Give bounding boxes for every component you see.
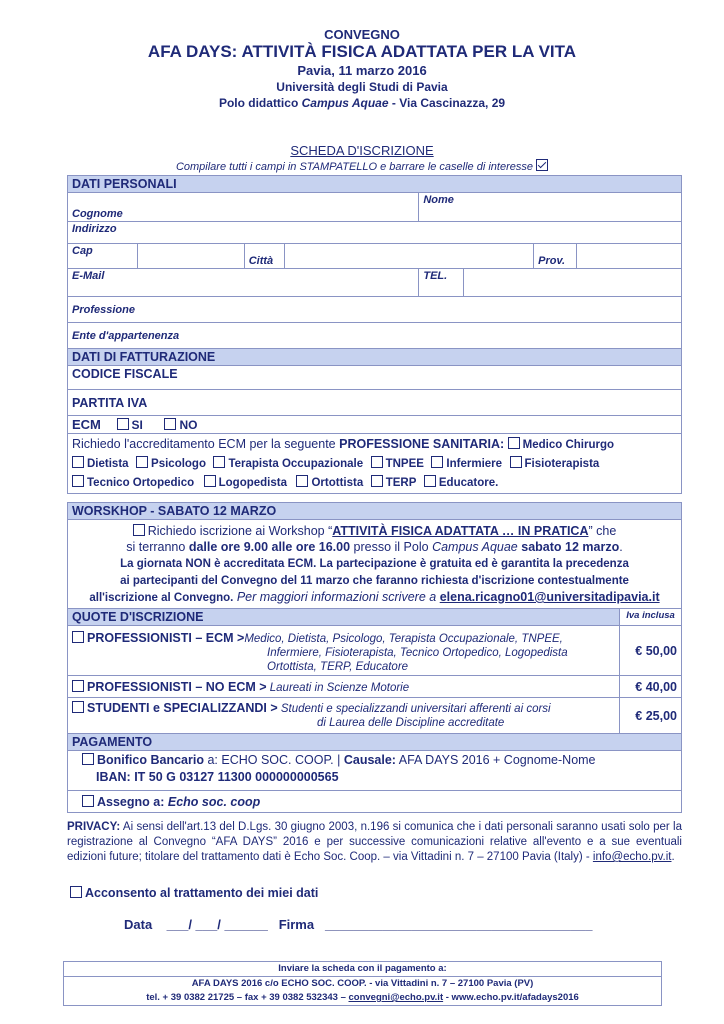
workshop-line2-a: si terranno [126, 540, 186, 554]
data-field[interactable]: Data ___/ ___/ ______ [124, 917, 268, 932]
instruction-text: Compilare tutti i campi in STAMPATELLO e barrare le caselle di interesse [175, 161, 533, 173]
quote-ecm-desc-2: Infermiere, Fisioterapista, Tecnico Ortopedico, Logopedista [267, 647, 568, 659]
field-citta[interactable] [284, 244, 534, 269]
quote-studenti-price: € 25,00 [620, 698, 682, 734]
section-pagamento: PAGAMENTO [68, 734, 682, 751]
prof-checkbox-2[interactable] [136, 456, 148, 468]
form-instruction [0, 159, 724, 173]
prof-label-6: Fisioterapista [524, 458, 600, 470]
field-cap[interactable] [137, 244, 244, 269]
quote-row-no-ecm [68, 676, 620, 698]
event-title: AFA DAYS: ATTIVITÀ FISICA ADATTATA PER LA VITA [147, 42, 577, 61]
footer-box [63, 961, 662, 1006]
footer-line-1: Inviare la scheda con il pagamento a: [64, 962, 661, 977]
ecm-request-text: Richiedo l'accreditamento ECM per la seguente [72, 437, 336, 451]
iva-inclusa-label: Iva inclusa [620, 609, 682, 626]
prof-checkbox-11[interactable] [424, 475, 436, 487]
footer-contacts: tel. + 39 0382 21725 – fax + 39 0382 532343 – [146, 992, 346, 1003]
workshop-line1-suffix: ” che [588, 524, 617, 538]
field-citta-label: Città [244, 244, 284, 269]
firma-label: Firma [278, 917, 315, 932]
consent-label: Acconsento al trattamento dei miei dati [85, 886, 319, 900]
ecm-request-bold: PROFESSIONE SANITARIA: [339, 437, 505, 451]
workshop-note-2: ai partecipanti del Convegno del 11 marzo che faranno richiesta d'iscrizione contestualmente [120, 575, 629, 587]
bonifico-beneficiary: a: ECHO SOC. COOP. | [207, 753, 341, 767]
workshop-note-1: La giornata NON è accreditata ECM. La partecipazione è gratuita ed è garantita la precedenza [120, 558, 629, 570]
privacy-label: PRIVACY: [67, 821, 121, 833]
field-nome[interactable] [419, 193, 682, 222]
prof-label-7: Tecnico Ortopedico [87, 477, 195, 489]
ecm-si-checkbox[interactable] [117, 418, 129, 430]
field-cap-label: Cap [68, 244, 138, 269]
field-professione[interactable] [68, 297, 682, 323]
quote-ecm-price: € 50,00 [620, 626, 682, 676]
event-date-place: Pavia, 11 marzo 2016 [297, 63, 427, 78]
quote-no-ecm-desc: Laureati in Scienze Motorie [269, 681, 410, 694]
assegno-beneficiary: Echo soc. coop [167, 794, 261, 809]
cognome-label: Cognome [72, 208, 123, 220]
ecm-row [68, 416, 682, 434]
quote-studenti-checkbox[interactable] [72, 701, 84, 713]
field-email[interactable] [68, 269, 419, 297]
venue-name: Campus Aquae [301, 96, 389, 110]
privacy-email-link[interactable]: info@echo.pv.it [592, 851, 672, 863]
workshop-email-link[interactable]: elena.ricagno01@universitadipavia.it [439, 590, 660, 604]
footer-line-2: AFA DAYS 2016 c/o ECHO SOC. COOP. - via Vittadini n. 7 – 27100 Pavia (PV) [191, 978, 534, 989]
quote-studenti-desc-1: Studenti e specializzandi universitari afferenti ai corsi [280, 703, 551, 715]
prof-checkbox-9[interactable] [296, 475, 308, 487]
section-fatturazione: DATI DI FATTURAZIONE [68, 349, 682, 366]
field-indirizzo[interactable] [68, 222, 682, 244]
prof-label-3: Terapista Occupazionale [228, 458, 364, 470]
prof-checkbox-0[interactable] [508, 437, 520, 449]
field-cognome[interactable] [68, 193, 419, 222]
prof-label-5: Infermiere [446, 458, 503, 470]
indirizzo-label: Indirizzo [72, 223, 117, 235]
quote-no-ecm-price: € 40,00 [620, 676, 682, 698]
prof-label-8: Logopedista [218, 477, 287, 489]
firma-field[interactable]: _____________________________________ [324, 917, 593, 932]
quote-ecm-desc-3: Ortottista, TERP, Educatore [267, 661, 409, 673]
workshop-hours: dalle ore 9.00 alle ore 16.00 [188, 540, 351, 554]
prof-label-1: Dietista [87, 458, 129, 470]
consent-checkbox[interactable] [70, 886, 82, 898]
field-prov[interactable] [577, 244, 682, 269]
piva-label: PARTITA IVA [72, 395, 148, 410]
privacy-text [67, 820, 682, 865]
section-workshop: WORSKHOP - SABATO 12 MARZO [68, 503, 682, 520]
field-tel[interactable] [464, 269, 682, 297]
prof-checkbox-7[interactable] [72, 475, 84, 487]
workshop-line1-prefix: Richiedo iscrizione ai Workshop “ [147, 524, 333, 538]
field-codice-fiscale[interactable] [68, 366, 682, 390]
form-title: SCHEDA D'ISCRIZIONE [290, 143, 434, 158]
quote-ecm-checkbox[interactable] [72, 631, 84, 643]
bonifico-checkbox[interactable] [82, 753, 94, 765]
venue-address: - Via Cascinazza, 29 [391, 96, 506, 110]
privacy-consent [70, 886, 318, 900]
prof-checkbox-6[interactable] [510, 456, 522, 468]
quote-no-ecm-checkbox[interactable] [72, 680, 84, 692]
field-ente[interactable] [68, 323, 682, 349]
quote-studenti-desc-2: di Laurea delle Discipline accreditate [317, 717, 505, 729]
registration-form [67, 175, 682, 494]
ecm-no-checkbox[interactable] [164, 418, 176, 430]
prof-label-2: Psicologo [151, 458, 206, 470]
email-label: E-Mail [72, 270, 105, 282]
workshop-quote-table [67, 502, 682, 813]
prof-label-10: TERP [385, 477, 417, 489]
workshop-date: sabato 12 marzo [521, 540, 620, 554]
footer-email-link[interactable]: convegni@echo.pv.it [348, 992, 444, 1003]
pagamento-bonifico [68, 751, 682, 791]
bonifico-label: Bonifico Bancario [97, 753, 204, 767]
cf-label: CODICE FISCALE [72, 367, 178, 381]
prof-checkbox-3[interactable] [213, 456, 225, 468]
assegno-checkbox[interactable] [82, 795, 94, 807]
venue-prefix: Polo didattico [218, 96, 299, 110]
workshop-venue: Campus Aquae [432, 540, 518, 554]
quote-ecm-desc-1: Medico, Dietista, Psicologo, Terapista Occupazionale, TNPEE, [244, 633, 563, 645]
pagamento-assegno [68, 791, 682, 813]
prof-checkbox-1[interactable] [72, 456, 84, 468]
iban-value: IBAN: IT 50 G 03127 11300 000000000565 [96, 770, 339, 784]
workshop-line2-c: presso il Polo [353, 540, 429, 554]
workshop-title: ATTIVITÀ FISICA ADATTATA … IN PRATICA [332, 524, 589, 538]
field-tel-label: TEL. [419, 269, 464, 297]
quote-no-ecm-label: PROFESSIONISTI – NO ECM > [87, 679, 267, 694]
workshop-info-text: Per maggiori informazioni scrivere a [236, 590, 437, 604]
prof-label-11: Educatore. [438, 477, 499, 489]
venue [0, 96, 724, 110]
ecm-professions [68, 434, 682, 494]
quote-ecm-label: PROFESSIONISTI – ECM > [87, 631, 245, 645]
ecm-no-label: NO [179, 418, 198, 432]
footer-website[interactable]: - www.echo.pv.it/afadays2016 [445, 992, 579, 1003]
prof-checkbox-10[interactable] [371, 475, 383, 487]
nome-label: Nome [423, 194, 454, 206]
field-partita-iva[interactable] [68, 390, 682, 416]
prof-label-4: TNPEE [385, 458, 424, 470]
prof-label-9: Ortottista [311, 477, 364, 489]
causale-value: AFA DAYS 2016 + Cognome-Nome [398, 753, 596, 767]
ente-label: Ente d'appartenenza [72, 329, 180, 342]
signature-row [124, 917, 592, 932]
assegno-label: Assegno a: [97, 794, 165, 809]
workshop-checkbox[interactable] [133, 524, 145, 536]
ecm-label: ECM [72, 417, 101, 432]
privacy-end: . [671, 851, 675, 863]
workshop-details: Richiedo iscrizione ai Workshop “ATTIVITÀ FISICA ADATTATA … IN PRATICA” che si terranno dalle ore 9.00 alle ore 16.00 presso il Polo Campus Aquae sabato 12 marzo. La giornata NON è accreditata ECM. La partecipazione è gratuita ed è garantita la precedenza ai partecipanti del Convegno del 11 marzo che faranno richiesta d'iscrizione contestualmente all'iscrizione al Convegno. Per maggiori informazioni scrivere a elena.ricagno01@universitadipavia.it [68, 520, 682, 609]
prof-checkbox-4[interactable] [371, 456, 383, 468]
ecm-si-label: SI [131, 418, 143, 432]
workshop-note-3: all'iscrizione al Convegno. [89, 592, 234, 604]
checked-box-icon [536, 159, 548, 171]
quote-studenti-label: STUDENTI e SPECIALIZZANDI > [87, 701, 278, 715]
section-quote: QUOTE D'ISCRIZIONE [68, 609, 620, 626]
footer-line-3 [64, 991, 661, 1005]
causale-label: Causale: [343, 753, 396, 767]
prof-checkbox-8[interactable] [204, 475, 216, 487]
professione-label: Professione [72, 303, 135, 316]
convegno-label: CONVEGNO [324, 27, 400, 42]
privacy-body: Ai sensi dell'art.13 del D.Lgs. 30 giugno 2003, n.196 si comunica che i dati personali saranno usati solo per la registrazione al Convegno “AFA DAYS” 2016 e per successive comunicazioni relative all'evento e a sue eventuali edizioni future; titolare del trattamento dati è Echo Soc. Coop. – via Vittadini n. 7 – 27100 Pavia (Italy) - [67, 821, 683, 863]
quote-row-studenti [68, 698, 620, 734]
prof-checkbox-5[interactable] [431, 456, 443, 468]
section-dati-personali: DATI PERSONALI [68, 176, 682, 193]
quote-row-ecm [68, 626, 620, 676]
prof-label-0: Medico Chirurgo [522, 439, 615, 451]
field-prov-label: Prov. [534, 244, 577, 269]
university-name: Università degli Studi di Pavia [276, 80, 448, 94]
